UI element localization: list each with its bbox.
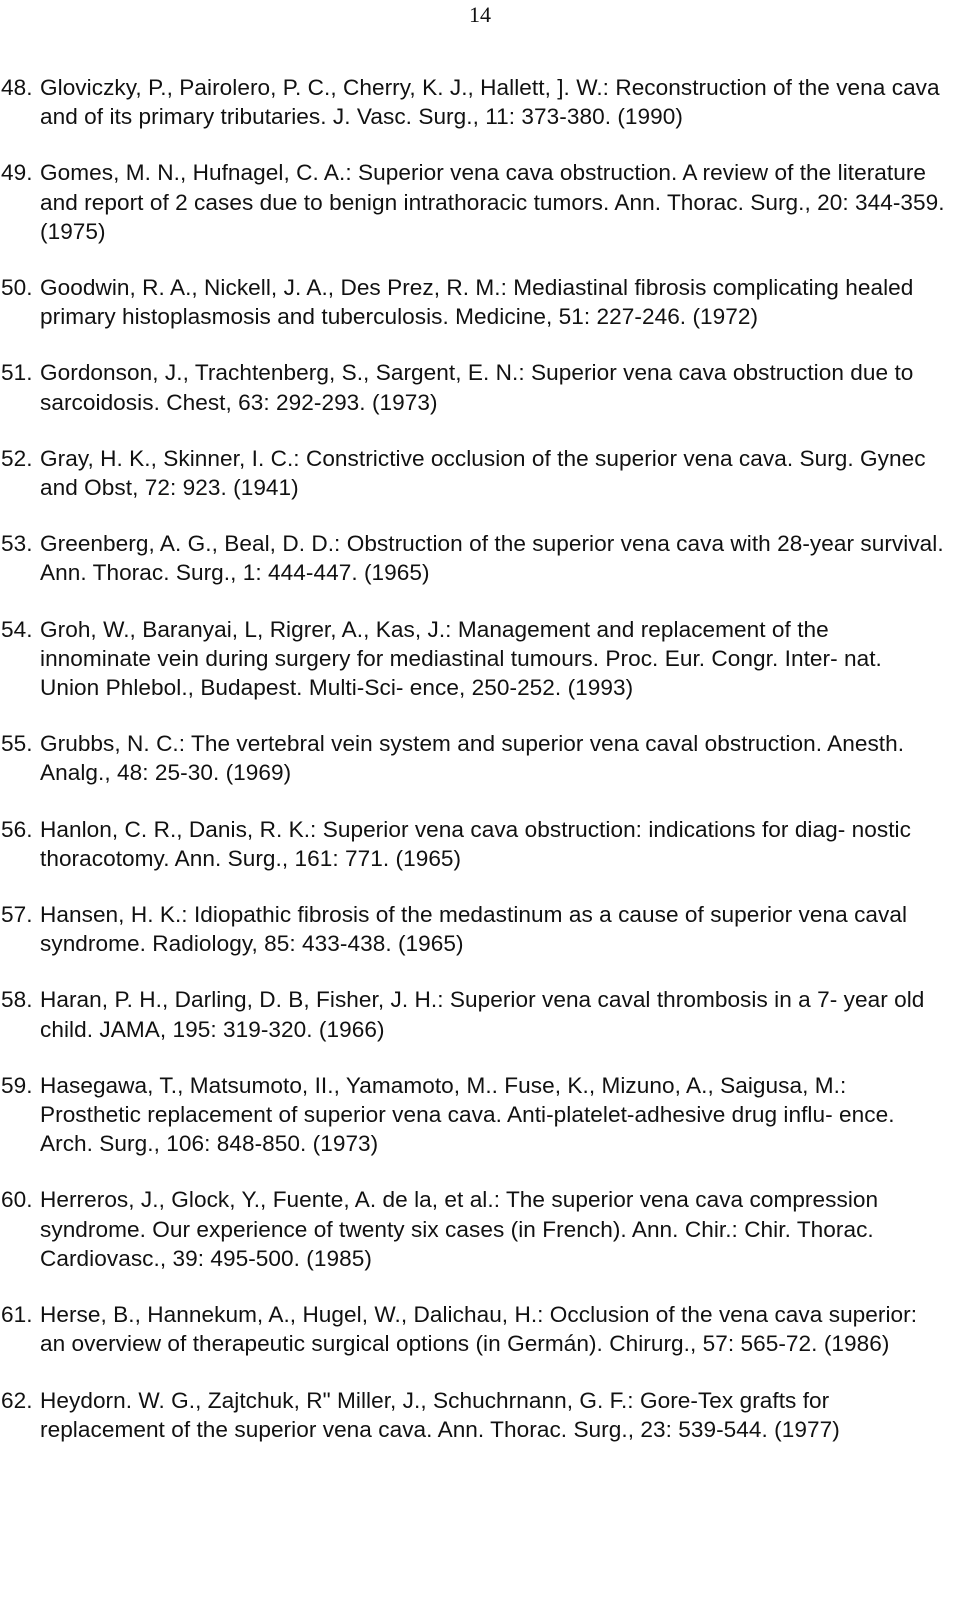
reference-text: Herse, B., Hannekum, A., Hugel, W., Dalichau, H.: Occlusion of the vena cava superior: an overview of therapeutic surgical options (in Germán). Chirurg., 57: 565-72. (1986) — [40, 1302, 918, 1357]
reference-item-49 — [0, 158, 945, 246]
reference-number: 52. — [1, 445, 33, 471]
reference-item-52 — [0, 444, 945, 502]
reference-text: Herreros, J., Glock, Y., Fuente, A. de la, et al.: The superior vena cava compression syndrome. Our experience of twenty six cases (in French). Ann. Chir.: Chir. Thorac. Cardiovasc., 39: 495-500. (1985) — [40, 1187, 879, 1271]
reference-number: 57. — [1, 902, 33, 928]
reference-number: 54. — [1, 616, 33, 642]
reference-number: 60. — [1, 1187, 33, 1213]
reference-text: Hansen, H. K.: Idiopathic fibrosis of the medastinum as a cause of superior vena caval syndrome. Radiology, 85: 433-438. (1965) — [40, 902, 908, 957]
reference-text: Gordonson, J., Trachtenberg, S., Sargent, E. N.: Superior vena cava obstruction due to sarcoidosis. Chest, 63: 292-293. (1973) — [40, 360, 914, 415]
reference-number: 48. — [1, 75, 33, 100]
reference-number: 61. — [1, 1302, 33, 1328]
reference-number: 49. — [1, 160, 33, 186]
reference-item-54 — [0, 615, 945, 703]
reference-number: 58. — [1, 987, 33, 1013]
reference-item-60 — [0, 1185, 945, 1273]
reference-item-51 — [0, 358, 945, 416]
reference-item-56 — [0, 815, 945, 873]
reference-item-58 — [0, 985, 945, 1043]
reference-list — [0, 73, 960, 1444]
reference-number: 59. — [1, 1072, 33, 1098]
reference-text: Goodwin, R. A., Nickell, J. A., Des Prez, R. M.: Mediastinal fibrosis complicating healed primary histoplasmosis and tuberculosis. Medicine, 51: 227-246. (1972) — [40, 275, 914, 330]
reference-text: Grubbs, N. C.: The vertebral vein system and superior vena caval obstruction. Anesth. Analg., 48: 25-30. (1969) — [40, 731, 905, 786]
reference-item-50 — [0, 273, 945, 331]
reference-number: 51. — [1, 360, 33, 386]
reference-item-57 — [0, 900, 945, 958]
reference-text: Gray, H. K., Skinner, I. C.: Constrictive occlusion of the superior vena cava. Surg. Gynec and Obst, 72: 923. (1941) — [40, 445, 926, 501]
reference-text: Heydorn. W. G., Zajtchuk, R" Miller, J., Schuchrnann, G. F.: Gore-Tex grafts for replacement of the superior vena cava. Ann. Thorac. Surg., 23: 539-544. (1977) — [40, 1387, 840, 1442]
reference-number: 56. — [1, 816, 33, 842]
reference-text: Hasegawa, T., Matsumoto, II., Yamamoto, M.. Fuse, K., Mizuno, A., Saigusa, M.: Prosthetic replacement of superior vena cava. Anti-platelet-adhesive drug influ- ence. Arch. Surg., 106: 848-850. (1973) — [40, 1072, 895, 1157]
reference-number: 55. — [1, 731, 33, 757]
page-number: 14 — [469, 2, 491, 27]
reference-number: 62. — [1, 1387, 33, 1413]
reference-text: Gomes, M. N., Hufnagel, C. A.: Superior vena cava obstruction. A review of the literature and report of 2 cases due to benign intrathoracic tumors. Ann. Thorac. Surg., 20: 344-359. (1975) — [40, 160, 945, 244]
reference-text: Hanlon, C. R., Danis, R. K.: Superior vena cava obstruction: indications for diag- nostic thoracotomy. Ann. Surg., 161: 771. (1965) — [40, 816, 911, 871]
reference-text: Haran, P. H., Darling, D. B, Fisher, J. H.: Superior vena caval thrombosis in a 7- year old child. JAMA, 195: 319-320. (1966) — [40, 987, 925, 1042]
reference-number: 53. — [1, 531, 33, 557]
reference-text: Groh, W., Baranyai, L, Rigrer, A., Kas, J.: Management and replacement of the innominate vein during surgery for mediastinal tumours. Proc. Eur. Congr. Inter- nat. Union Phlebol., Budapest. Multi-Sci- ence, 250-252. (1993) — [40, 616, 882, 701]
reference-item-55 — [0, 729, 945, 787]
reference-text: Gloviczky, P., Pairolero, P. C., Cherry, K. J., Hallett, ]. W.: Reconstruction of the vena cava and of its primary tributaries. J. Vasc. Surg., 11: 373-380. (1990) — [40, 75, 940, 130]
reference-item-61 — [0, 1300, 945, 1358]
reference-item-62 — [0, 1386, 945, 1444]
reference-item-53 — [0, 529, 945, 587]
reference-number: 50. — [1, 275, 33, 301]
reference-text: Greenberg, A. G., Beal, D. D.: Obstruction of the superior vena cava with 28-year survival. Ann. Thorac. Surg., 1: 444-447. (1965) — [40, 531, 944, 586]
reference-item-48 — [0, 73, 945, 131]
reference-item-59 — [0, 1071, 945, 1159]
